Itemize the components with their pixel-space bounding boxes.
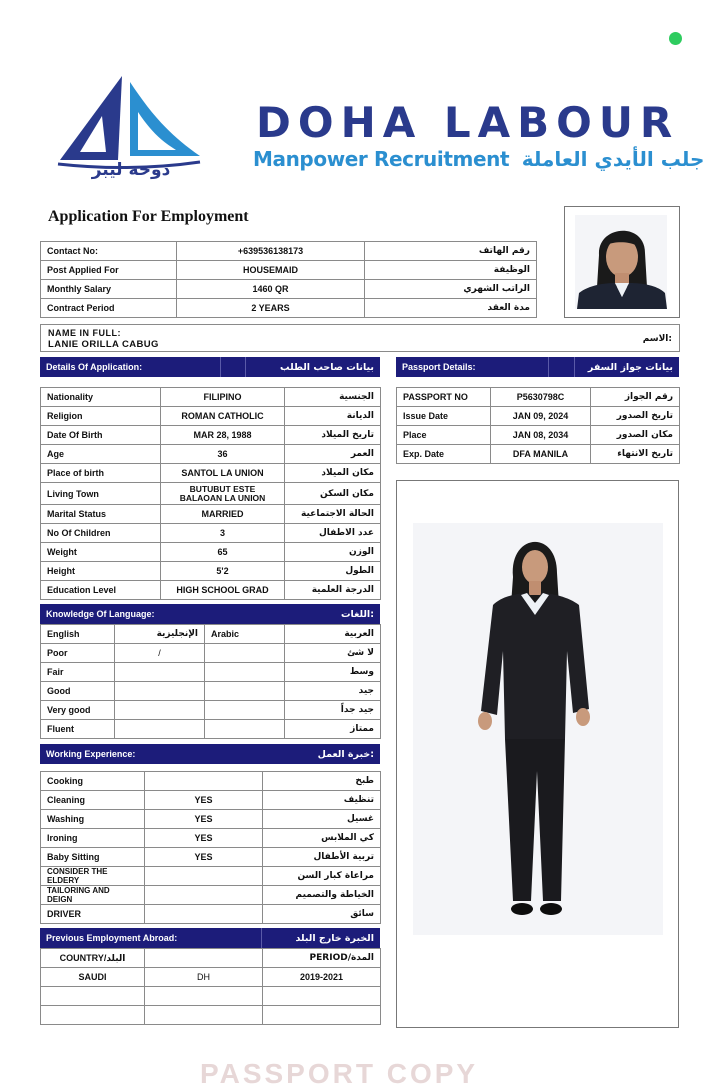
previous-col-country-label: COUNTRY/: [59, 952, 107, 963]
passport-label-arabic: تاريخ الصدور: [591, 407, 680, 426]
header-divider: [261, 928, 262, 948]
contact-label-arabic: الوظيفة: [365, 261, 537, 280]
application-value: 3: [161, 524, 285, 543]
application-label: Date Of Birth: [41, 426, 161, 445]
application-label: No Of Children: [41, 524, 161, 543]
table-row: [41, 791, 381, 810]
experience-label-line2: ELDERY: [47, 876, 80, 885]
passport-label: Place: [397, 426, 491, 445]
full-body-photo-frame: [396, 480, 679, 1028]
table-row: [41, 299, 537, 318]
previous-country: [41, 987, 145, 1006]
application-value: [161, 483, 285, 505]
application-value-line1: BUTUBUT ESTE: [189, 483, 256, 494]
experience-value: [145, 905, 263, 924]
table-row: [41, 701, 381, 720]
language-arabic-mark: [205, 720, 285, 739]
application-label-arabic: الحالة الاجتماعية: [285, 505, 381, 524]
application-value: ROMAN CATHOLIC: [161, 407, 285, 426]
table-row: [41, 644, 381, 663]
table-row: [41, 949, 381, 968]
passport-header-arabic: بيانات جواز السفر: [587, 361, 673, 373]
passport-section-header: [396, 357, 679, 377]
table-row: [397, 426, 680, 445]
language-header-label: Knowledge Of Language:: [46, 609, 155, 619]
previous-employment-section-header: [40, 928, 380, 948]
language-col-arabic-arabic: العربية: [285, 625, 381, 644]
passport-value: P5630798C: [491, 388, 591, 407]
contact-value: +639536138173: [177, 242, 365, 261]
previous-header-label: Previous Employment Abroad:: [46, 933, 178, 943]
application-header-arabic: بيانات صاحب الطلب: [280, 361, 374, 373]
previous-employment-table: [40, 948, 381, 1025]
full-body-photo: [397, 481, 678, 1027]
experience-label: Ironing: [41, 829, 145, 848]
table-row: [41, 426, 381, 445]
language-english-mark: [115, 701, 205, 720]
language-english-mark: /: [115, 644, 205, 663]
application-value: 5'2: [161, 562, 285, 581]
application-value: HIGH SCHOOL GRAD: [161, 581, 285, 600]
application-label: Height: [41, 562, 161, 581]
experience-label-arabic: طبخ: [263, 772, 381, 791]
table-row: [41, 483, 381, 505]
passport-copy-watermark: PASSPORT COPY: [200, 1058, 479, 1089]
name-label: NAME IN FULL:: [48, 328, 121, 338]
application-label-arabic: عدد الاطفال: [285, 524, 381, 543]
portrait-photo: [565, 207, 679, 317]
experience-section-header: [40, 744, 380, 764]
application-label: Marital Status: [41, 505, 161, 524]
table-row: [41, 581, 381, 600]
experience-label-arabic: سائق: [263, 905, 381, 924]
language-arabic-mark: [205, 644, 285, 663]
previous-position: [145, 987, 263, 1006]
application-header-label: Details Of Application:: [46, 362, 143, 372]
language-level-arabic: وسط: [285, 663, 381, 682]
portrait-photo-frame: [564, 206, 680, 318]
table-row: [41, 987, 381, 1006]
contact-label: Monthly Salary: [41, 280, 177, 299]
previous-col-country: [41, 949, 145, 968]
application-table: [40, 387, 381, 600]
language-english-mark: [115, 682, 205, 701]
previous-position: DH: [145, 968, 263, 987]
logo-arabic-text: دوحة ليبر: [91, 160, 171, 180]
application-label-arabic: الطول: [285, 562, 381, 581]
previous-period: [263, 1006, 381, 1025]
language-level-arabic: جيد: [285, 682, 381, 701]
language-level-label: Very good: [41, 701, 115, 720]
header-divider: [548, 357, 549, 377]
application-label-arabic: الوزن: [285, 543, 381, 562]
previous-col-position: [145, 949, 263, 968]
language-table: [40, 624, 381, 739]
contact-label: Post Applied For: [41, 261, 177, 280]
header-divider: [245, 357, 246, 377]
contact-label-arabic: رقم الهاتف: [365, 242, 537, 261]
table-row: [397, 407, 680, 426]
passport-label-arabic: رقم الجواز: [591, 388, 680, 407]
header-divider: [220, 357, 221, 377]
table-row: [41, 562, 381, 581]
experience-label-arabic: مراعاة كبار السن: [263, 867, 381, 886]
application-label: Age: [41, 445, 161, 464]
application-label: Religion: [41, 407, 161, 426]
name-box: [40, 324, 680, 352]
previous-col-period: [263, 949, 381, 968]
table-row: [41, 407, 381, 426]
experience-value: YES: [145, 810, 263, 829]
language-english-mark: [115, 720, 205, 739]
experience-label-line1: CONSIDER THE: [47, 867, 108, 876]
experience-header-label: Working Experience:: [46, 749, 136, 759]
table-row: [397, 388, 680, 407]
application-label-arabic: مكان الميلاد: [285, 464, 381, 483]
table-row: [41, 625, 381, 644]
passport-label-arabic: تاريخ الانتهاء: [591, 445, 680, 464]
passport-value: JAN 08, 2034: [491, 426, 591, 445]
previous-country: [41, 1006, 145, 1025]
language-english-mark: [115, 663, 205, 682]
table-row: [41, 445, 381, 464]
language-header-arabic: اللغات:: [341, 608, 374, 620]
application-value-line2: BALAOAN LA UNION: [179, 492, 266, 503]
previous-position: [145, 1006, 263, 1025]
passport-value: DFA MANILA: [491, 445, 591, 464]
application-label: Living Town: [41, 483, 161, 505]
language-level-label: Good: [41, 682, 115, 701]
previous-col-country-arabic: البلد: [106, 953, 126, 964]
tagline: [253, 147, 704, 171]
table-row: [41, 543, 381, 562]
table-row: [41, 663, 381, 682]
application-value: MARRIED: [161, 505, 285, 524]
language-section-header: [40, 604, 380, 624]
passport-table: [396, 387, 680, 464]
previous-country: SAUDI: [41, 968, 145, 987]
contact-table: [40, 241, 537, 318]
language-arabic-mark: [205, 701, 285, 720]
table-row: [41, 968, 381, 987]
previous-period: 2019-2021: [263, 968, 381, 987]
table-row: [41, 720, 381, 739]
experience-label: Cooking: [41, 772, 145, 791]
experience-value: [145, 867, 263, 886]
experience-label: [41, 867, 145, 886]
table-row: [41, 505, 381, 524]
language-col-english-arabic: الإنجليزية: [115, 625, 205, 644]
status-dot: [669, 32, 682, 45]
table-row: [41, 261, 537, 280]
application-label-arabic: الديانة: [285, 407, 381, 426]
language-level-label: Fair: [41, 663, 115, 682]
experience-label-arabic: الخياطة والتصميم: [263, 886, 381, 905]
application-label: Place of birth: [41, 464, 161, 483]
experience-label-arabic: كي الملابس: [263, 829, 381, 848]
contact-value: 2 YEARS: [177, 299, 365, 318]
experience-value: YES: [145, 829, 263, 848]
previous-header-arabic: الخبرة خارج البلد: [295, 932, 374, 944]
previous-period: [263, 987, 381, 1006]
table-row: [41, 772, 381, 791]
language-level-arabic: جيد جداً: [285, 701, 381, 720]
language-col-english: English: [41, 625, 115, 644]
table-row: [41, 848, 381, 867]
passport-header-label: Passport Details:: [402, 362, 476, 372]
table-row: [41, 810, 381, 829]
application-value: FILIPINO: [161, 388, 285, 407]
header-divider: [574, 357, 575, 377]
experience-value: [145, 772, 263, 791]
application-value: 36: [161, 445, 285, 464]
language-col-arabic: Arabic: [205, 625, 285, 644]
application-label: Weight: [41, 543, 161, 562]
table-row: [41, 886, 381, 905]
tagline-arabic: جلب الأيدي العاملة: [521, 147, 705, 171]
previous-col-period-label: PERIOD/: [309, 953, 351, 963]
contact-label-arabic: الراتب الشهري: [365, 280, 537, 299]
contact-value: HOUSEMAID: [177, 261, 365, 280]
language-level-label: Fluent: [41, 720, 115, 739]
language-level-arabic: ممتاز: [285, 720, 381, 739]
table-row: [41, 1006, 381, 1025]
passport-label: Issue Date: [397, 407, 491, 426]
application-label: Education Level: [41, 581, 161, 600]
table-row: [397, 445, 680, 464]
language-arabic-mark: [205, 663, 285, 682]
application-label-arabic: العمر: [285, 445, 381, 464]
experience-value: [145, 886, 263, 905]
experience-label: Baby Sitting: [41, 848, 145, 867]
passport-label-arabic: مكان الصدور: [591, 426, 680, 445]
passport-value: JAN 09, 2024: [491, 407, 591, 426]
application-value: 65: [161, 543, 285, 562]
contact-label: Contract Period: [41, 299, 177, 318]
application-label-arabic: تاريخ الميلاد: [285, 426, 381, 445]
table-row: [41, 388, 381, 407]
page-title: Application For Employment: [48, 208, 249, 225]
passport-label: PASSPORT NO: [397, 388, 491, 407]
experience-value: YES: [145, 791, 263, 810]
application-value: SANTOL LA UNION: [161, 464, 285, 483]
table-row: [41, 524, 381, 543]
experience-table: [40, 771, 381, 924]
name-label-arabic: الاسم:: [642, 334, 672, 344]
table-row: [41, 867, 381, 886]
language-arabic-mark: [205, 682, 285, 701]
table-row: [41, 464, 381, 483]
brand-name: DOHA LABOUR: [256, 98, 680, 147]
experience-label: Cleaning: [41, 791, 145, 810]
application-label-arabic: مكان السكن: [285, 483, 381, 505]
previous-col-period-arabic: المدة: [350, 953, 374, 963]
application-label-arabic: الدرجة العلمية: [285, 581, 381, 600]
language-level-arabic: لا شئ: [285, 644, 381, 663]
experience-label: [41, 886, 145, 905]
table-row: [41, 829, 381, 848]
contact-label: Contact No:: [41, 242, 177, 261]
experience-label-line1: TAILORING AND: [47, 886, 110, 895]
table-row: [41, 242, 537, 261]
application-section-header: [40, 357, 380, 377]
experience-header-arabic: خبرة العمل:: [317, 748, 374, 760]
experience-label: DRIVER: [41, 905, 145, 924]
name-value: LANIE ORILLA CABUG: [48, 339, 159, 350]
language-level-label: Poor: [41, 644, 115, 663]
experience-label-arabic: غسيل: [263, 810, 381, 829]
contact-label-arabic: مدة العقد: [365, 299, 537, 318]
experience-label-arabic: تنظيف: [263, 791, 381, 810]
experience-value: YES: [145, 848, 263, 867]
table-row: [41, 905, 381, 924]
tagline-english: Manpower Recruitment: [253, 147, 510, 171]
passport-label: Exp. Date: [397, 445, 491, 464]
experience-label-line2: DEIGN: [47, 895, 73, 904]
experience-label: Washing: [41, 810, 145, 829]
table-row: [41, 280, 537, 299]
application-label-arabic: الجنسية: [285, 388, 381, 407]
contact-value: 1460 QR: [177, 280, 365, 299]
table-row: [41, 682, 381, 701]
application-label: Nationality: [41, 388, 161, 407]
application-value: MAR 28, 1988: [161, 426, 285, 445]
experience-label-arabic: تربية الأطفال: [263, 848, 381, 867]
